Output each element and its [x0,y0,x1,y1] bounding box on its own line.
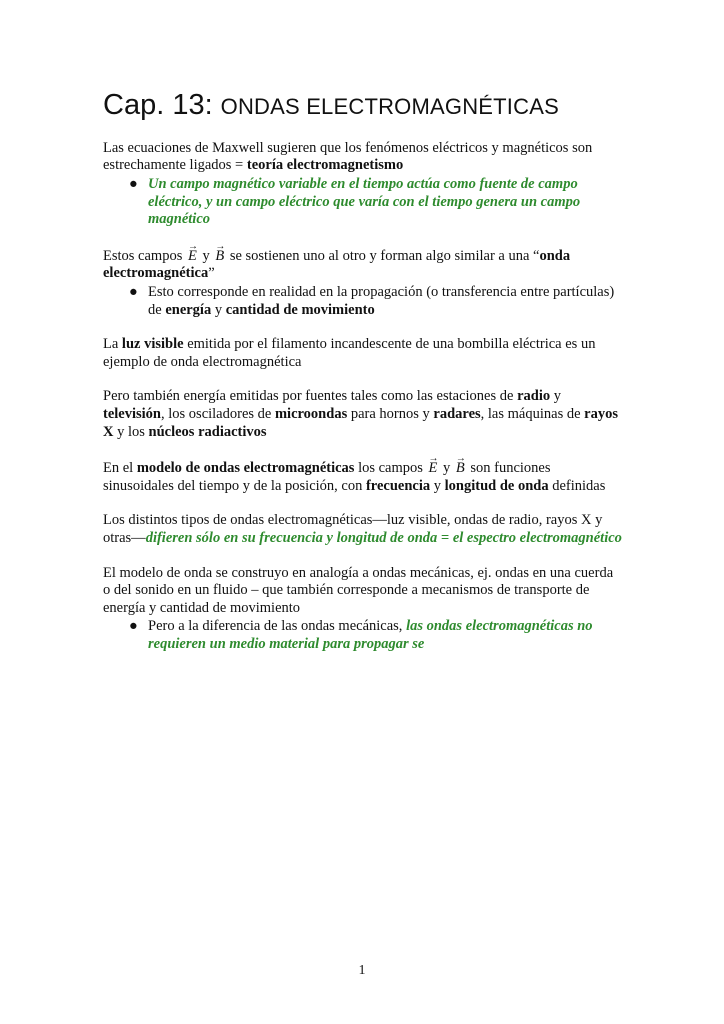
sources-bold-microwave: microondas [274,406,348,423]
sources-text-3: , los osciladores de [161,406,275,423]
title-chapter: Cap. 13: [103,89,213,121]
fields-bullet-text-1: Esto corresponde en realidad en la propagación (o transferencia entre partículas) de [148,284,615,318]
sources-bold-nuclei: núcleos radiactivos [148,423,267,440]
analogy-text: El modelo de onda se construyo en analogía a ondas mecánicas, ej. ondas en una cuerda o del sonido en un fluido – que también corresponde a mecanismos de transporte de energía y cantidad de movimiento [103,564,614,616]
paragraph-analogy [103,565,623,654]
fields-bullet-bold-2: cantidad de movimiento [225,301,375,318]
maxwell-list [103,176,623,229]
model-text-4: y [430,477,445,494]
fields-text-1: Estos campos [103,247,183,264]
paragraph-visible-light [103,336,623,371]
sources-bold-radar: radares [433,406,481,423]
list-item [103,176,623,229]
model-text-2: los campos [354,460,423,477]
paragraph-spectrum [103,512,623,547]
fields-text-3: ” [208,265,215,282]
sources-bold-radio: radio [517,388,551,405]
page-number: 1 [358,963,366,978]
model-text-5: definidas [548,477,606,494]
sources-text-1: Pero también energía emitidas por fuentes tales como las estaciones de [103,388,518,405]
maxwell-bold: teoría electromagnetismo [246,157,404,174]
model-and: y [443,460,451,477]
light-text-2: emitida por el filamento incandescente de una bombilla eléctrica es un ejemplo de onda electromagnética [103,336,596,370]
fields-bullet-bold-1: energía [165,301,212,318]
list-item [103,618,623,653]
list-item [103,284,623,319]
sources-text-6: y los [113,423,149,440]
fields-and: y [202,247,210,264]
page-title [103,86,623,122]
title-subject: ONDAS ELECTROMAGNÉTICAS [220,94,559,119]
fields-list [103,284,623,319]
document-page [103,86,623,671]
vector-b: → B [215,246,224,266]
model-text-3: son funciones sinusoidales del tiempo y de la posición, con [103,460,551,494]
fields-bullet-text-2: y [211,301,226,318]
paragraph-wave-model [103,458,623,495]
sources-text-5: , las máquinas de [480,406,585,423]
maxwell-bullet: Un campo magnético variable en el tiempo actúa como fuente de campo eléctrico, y un campo eléctrico que varía con el tiempo genera un campo magnético [148,176,581,228]
model-bold-wavelength: longitud de onda [444,477,549,494]
model-text-1: En el [103,460,137,477]
analogy-list [103,618,623,653]
light-text-1: La [103,336,122,353]
fields-bold: onda electromagnética [103,247,571,282]
analogy-bullet-green: las ondas electromagnéticas no requieren un medio material para propagar se [148,618,593,652]
maxwell-text: Las ecuaciones de Maxwell sugieren que los fenómenos eléctricos y magnéticos son estrechamente ligados = [103,139,593,174]
spectrum-text: Los distintos tipos de ondas electromagnéticas—luz visible, ondas de radio, rayos X y otras— [103,512,603,546]
analogy-bullet-text: Pero a la diferencia de las ondas mecánicas, [148,618,407,635]
bullet-icon: ● [129,176,138,193]
vector-e: → E [188,246,197,266]
sources-text-2: y [550,388,561,405]
model-bold-frequency: frecuencia [365,477,431,494]
spectrum-green: difieren sólo en su frecuencia y longitud de onda = el espectro electromagnético [145,529,622,546]
paragraph-fields [103,246,623,319]
model-bold-1: modelo de ondas electromagnéticas [136,460,355,477]
bullet-icon: ● [129,618,138,635]
fields-text-2: se sostienen uno al otro y forman algo similar a una “ [229,247,540,264]
sources-text-4: para hornos y [347,406,434,423]
light-bold: luz visible [121,336,184,353]
sources-bold-xray: rayos X [103,406,618,440]
vector-b: → B [456,458,465,478]
vector-e: → E [429,458,438,478]
paragraph-sources [103,388,623,441]
paragraph-maxwell [103,140,623,229]
sources-bold-tv: televisión [103,406,161,423]
bullet-icon: ● [129,284,138,301]
